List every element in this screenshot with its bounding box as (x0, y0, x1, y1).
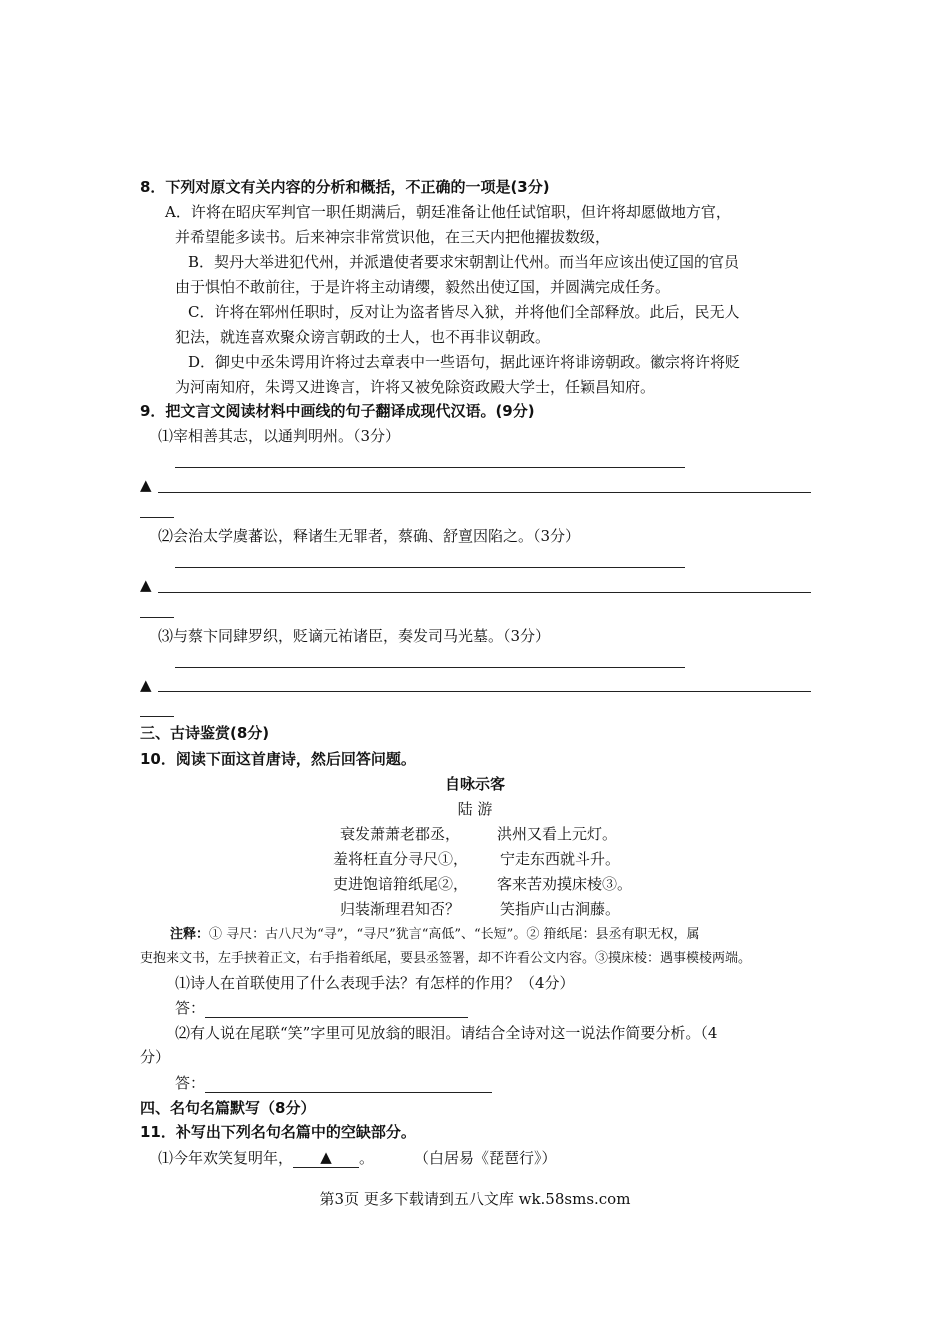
poem-line-3a: 吏进饱谙箝纸尾②， (333, 875, 469, 893)
answer-line (175, 467, 685, 468)
answer-line (158, 492, 811, 493)
q8-option-c-line2: 犯法，就连喜欢聚众谤言朝政的士人，也不再非议朝政。 (175, 328, 551, 346)
q8-option-a-line2: 并希望能多读书。后来神宗非常赏识他，在三天内把他擢拔数级， (175, 228, 611, 246)
poem-line-1b: 洪州又看上元灯。 (497, 825, 618, 843)
poem-line-4b: 笑指庐山古涧藤。 (500, 900, 621, 918)
q11-item-1 (158, 1147, 557, 1168)
q8-option-d-line1: D．御史中丞朱谔用许将过去章表中一些语句，据此诬许将诽谤朝政。徽宗将许将贬 (188, 353, 741, 371)
poem-line-3b: 客来苦劝摸床棱③。 (497, 875, 633, 893)
poem-line-2a: 羞将枉直分寻尺①， (333, 850, 469, 868)
poem-line-2b: 宁走东西就斗升。 (500, 850, 621, 868)
q10-sub-question-2-line2: 分） (140, 1048, 171, 1066)
answer-line (158, 592, 811, 593)
poem-notes-line1 (170, 925, 699, 945)
answer-label: 答： (175, 1074, 206, 1092)
answer-label: 答： (175, 999, 206, 1017)
answer-blank (205, 1074, 492, 1093)
q9-stem: 9．把文言文阅读材料中画线的句子翻译成现代汉语。(9分) (140, 402, 535, 420)
q10-sub-question-1: ⑴诗人在首联使用了什么表现手法？有怎样的作用？（4分） (175, 974, 575, 992)
q11-item-1-source: （白居易《琵琶行》） (414, 1149, 557, 1167)
q8-option-d-line2: 为河南知府，朱谔又进谗言，许将又被免除资政殿大学士，任颖昌知府。 (175, 378, 656, 396)
section-4-heading: 四、名句名篇默写（8分） (140, 1099, 316, 1117)
q10-answer-row-1 (175, 998, 468, 1018)
answer-marker-triangle: ▲ (140, 476, 152, 494)
q8-stem: 8．下列对原文有关内容的分析和概括，不正确的一项是(3分) (140, 178, 550, 196)
q8-option-b-line2: 由于惧怕不敢前往，于是许将主动请缨，毅然出使辽国，并圆满完成任务。 (175, 278, 671, 296)
q8-option-b-line1: B．契丹大举进犯代州，并派遣使者要求宋朝割让代州。而当年应该出使辽国的官员 (188, 253, 740, 271)
q10-sub-question-2-line1: ⑵有人说在尾联“笑”字里可见放翁的眼泪。请结合全诗对这一说法作简要分析。（4 (175, 1024, 718, 1042)
section-3-heading: 三、古诗鉴赏(8分) (140, 724, 270, 742)
answer-marker-triangle: ▲ (140, 676, 152, 694)
answer-line (140, 517, 174, 518)
answer-line (175, 667, 685, 668)
answer-line (140, 716, 174, 717)
q11-item-1-prefix: ⑴今年欢笑复明年， (158, 1149, 294, 1167)
q8-option-c-line1: C．许将在郓州任职时，反对让为盗者皆尽入狱，并将他们全部释放。此后，民无人 (188, 303, 740, 321)
q10-answer-row-2 (175, 1073, 492, 1093)
answer-line (158, 691, 811, 692)
poem-line-4a: 归装渐理君知否？ (340, 900, 461, 918)
q11-item-1-suffix: 。 (359, 1149, 375, 1167)
q10-stem: 10．阅读下面这首唐诗，然后回答问题。 (140, 750, 416, 768)
answer-blank (205, 999, 468, 1018)
q9-sentence-1: ⑴宰相善其志，以通判明州。（3分） (158, 427, 401, 445)
q11-stem: 11．补写出下列名句名篇中的空缺部分。 (140, 1123, 416, 1141)
poem-line-1a: 衰发萧萧老郡丞， (340, 825, 461, 843)
answer-line (140, 617, 174, 618)
notes-label: 注释： (170, 927, 210, 942)
answer-marker-triangle: ▲ (140, 576, 152, 594)
answer-line (175, 567, 685, 568)
q8-option-a-line1: A．许将在昭庆军判官一职任期满后，朝廷准备让他任试馆职，但许将却愿做地方官， (165, 203, 731, 221)
notes-text-1: ① 寻尺：古八尺为“寻”，“寻尺”犹言“高低”、“长短”。② 箝纸尾：县丞有职无权，属 (209, 927, 700, 942)
poem-author: 陆 游 (457, 800, 493, 818)
q9-sentence-2: ⑵会治太学虞蕃讼，释诸生无罪者，蔡确、舒亶因陷之。（3分） (158, 527, 581, 545)
q11-item-1-blank: ▲ (293, 1147, 359, 1168)
poem-title: 自咏示客 (444, 775, 505, 793)
poem-notes-line2: 吏抱来文书，左手挟着正文，右手指着纸尾，要县丞签署，却不许看公文内容。③摸床棱：遇事模棱两端。 (140, 951, 752, 966)
page-footer: 第3页 更多下载请到五八文库 wk.58sms.com (319, 1190, 631, 1208)
q9-sentence-3: ⑶与蔡卞同肆罗织，贬谪元祐诸臣，奏发司马光墓。（3分） (158, 627, 551, 645)
